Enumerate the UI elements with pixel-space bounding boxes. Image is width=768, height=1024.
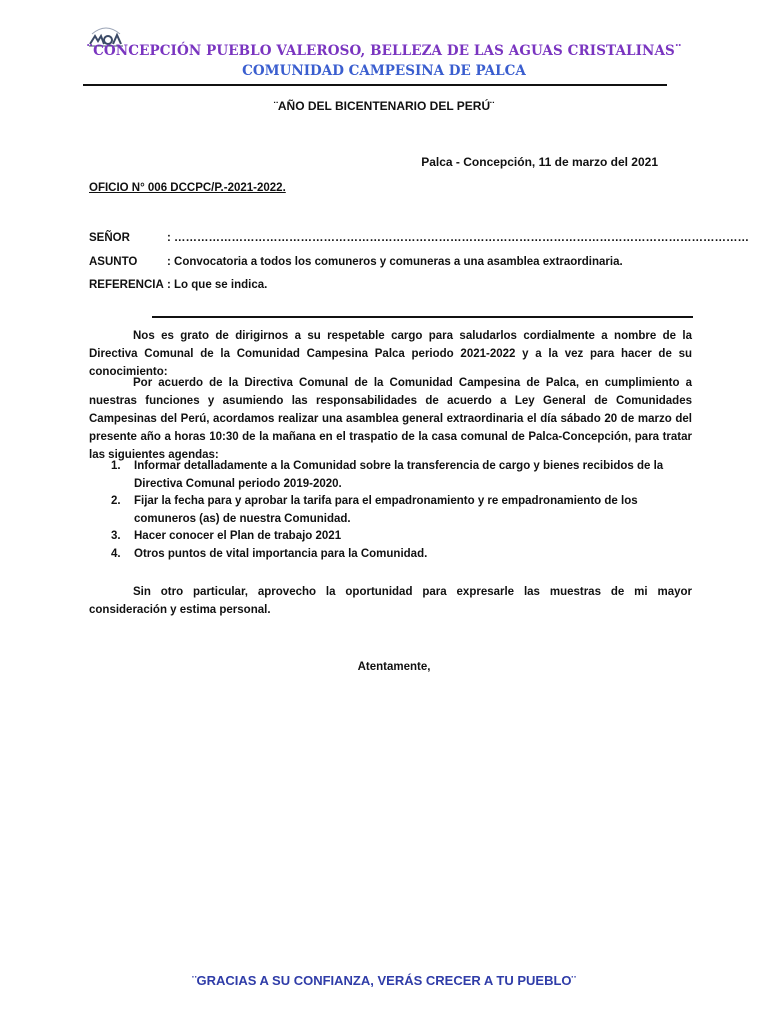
footer-slogan: ¨GRACIAS A SU CONFIANZA, VERÁS CRECER A TU PUEBLO¨ — [192, 973, 576, 988]
field-label: SEÑOR — [89, 232, 130, 244]
agenda-text: Informar detalladamente a la Comunidad sobre la transferencia de cargo y bienes recibidos de la Directiva Comunal periodo 2019-2020. — [134, 460, 664, 490]
agenda-item — [89, 458, 692, 493]
agenda-text: Otros puntos de vital importancia para la Comunidad. — [134, 547, 428, 560]
body-paragraph-2: Por acuerdo de la Directiva Comunal de la Comunidad Campesina de Palca, en cumplimiento a nuestras funciones y asumiendo las responsabilidades de acuerdo a Ley General de Comunidades Campesinas del Perú, acordamos realizar una asamblea general extraordinaria el día sábado 20 de marzo del presente año a horas 10:30 de la mañana en el traspatio de la casa comunal de Palca-Concepción, para tratar las siguientes agendas: — [89, 377, 692, 461]
body-paragraph-1: Nos es grato de dirigirnos a su respetable cargo para saludarlos cordialmente a nombre de la Directiva Comunal de la Comunidad Campesina Palca periodo 2021-2022 y a la vez para hacer de su conocimiento: — [89, 330, 692, 378]
field-label: ASUNTO — [89, 256, 138, 268]
field-label: REFERENCIA — [89, 279, 164, 291]
agenda-text: Hacer conocer el Plan de trabajo 2021 — [134, 530, 342, 542]
body-paragraph-3: Sin otro particular, aprovecho la oportunidad para expresarle las muestras de mi mayor consideración y estima personal. — [89, 586, 692, 616]
place-date: Palca - Concepción, 11 de marzo del 2021 — [421, 155, 658, 169]
agenda-text: Fijar la fecha para y aprobar la tarifa para el empadronamiento y re empadronamiento de los comuneros (as) de nuestra Comunidad. — [134, 495, 638, 525]
field-value: : Lo que se indica. — [167, 279, 268, 291]
field-asunto — [89, 256, 623, 268]
agenda-number: 3. — [111, 530, 121, 542]
field-value: : …………………………………………………………………………………………………………………………………… — [167, 232, 750, 244]
community-motto: ¨CONCEPCIÓN PUEBLO VALEROSO, BELLEZA DE LAS AGUAS CRISTALINAS¨ — [86, 43, 682, 59]
agenda-item — [89, 493, 692, 528]
agenda-item — [89, 546, 692, 564]
oficio-number: OFICIO N° 006 DCCPC/P.-2021-2022. — [89, 182, 286, 194]
year-title: ¨AÑO DEL BICENTENARIO DEL PERÚ¨ — [273, 99, 495, 113]
header-divider — [83, 84, 667, 86]
community-name: COMUNIDAD CAMPESINA DE PALCA — [242, 63, 526, 79]
fields-divider — [152, 316, 693, 318]
field-value: : Convocatoria a todos los comuneros y comuneras a una asamblea extraordinaria. — [167, 256, 623, 268]
agenda-list — [89, 458, 692, 563]
field-referencia — [89, 279, 267, 291]
agenda-number: 1. — [111, 460, 121, 472]
closing-salutation: Atentamente, — [357, 661, 431, 673]
agenda-number: 2. — [111, 495, 121, 507]
agenda-item — [89, 528, 692, 546]
agenda-number: 4. — [111, 547, 121, 560]
field-senor — [89, 232, 749, 244]
